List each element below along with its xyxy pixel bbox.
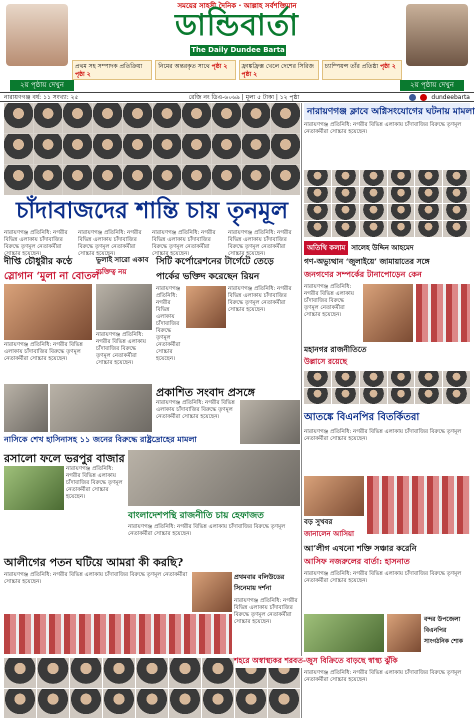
masthead-portrait-left: [6, 4, 68, 66]
fruit-photo: [4, 466, 64, 510]
masthead-tabs: [0, 80, 474, 91]
mohanogor-box[interactable]: মহানগর রাজনীতিতে উল্লাসে রয়েছে: [304, 345, 367, 366]
lead-headline[interactable]: চাঁদাবাজদের শান্তি চায় তৃনমূল: [15, 197, 289, 224]
photo: [304, 221, 331, 237]
photo: [388, 204, 415, 220]
hasina-photo: [4, 384, 48, 432]
jamaat-story: [304, 284, 470, 342]
jamaat-text: নারায়ণগঞ্জ প্রতিনিধি: নগরীর বিভিন্ন এলাকায় চাঁদাবাজির বিরুদ্ধে তৃণমূল নেতাকর্মীরা সোচ্চার হয়েছেন।: [304, 284, 355, 318]
fruit-market-head[interactable]: রসালো ফলে ভরপুর বাজার: [4, 452, 125, 465]
photo: [415, 204, 442, 220]
photo: [443, 221, 470, 237]
photo: [153, 134, 182, 164]
photo: [202, 658, 234, 688]
asif-head[interactable]: আসিফ নজরুলের বার্তা: হাসনাত: [304, 556, 410, 566]
lead-story-text: নারায়ণগঞ্জ প্রতিনিধি: নগরীর বিভিন্ন এলাকায় চাঁদাবাজির বিরুদ্ধে তৃণমূল নেতাকর্মীরা সোচ্চার হয়েছেন।: [78, 230, 142, 257]
english-subtitle: The Daily Dundee Barta: [191, 46, 285, 54]
photo: [360, 170, 387, 186]
mohanogor-photos: [304, 371, 470, 404]
jamaat-photo: [363, 284, 413, 342]
youtube-icon[interactable]: [420, 94, 427, 101]
photo: [304, 187, 331, 203]
photo: [388, 221, 415, 237]
masthead-portrait-right: [406, 4, 468, 66]
photo: [4, 658, 36, 688]
see-page-2-right[interactable]: ২য় পৃষ্ঠায় দেখুন: [400, 80, 464, 91]
photo: [93, 134, 122, 164]
photo: [332, 388, 359, 404]
photo: [63, 134, 92, 164]
bhulai-story-head[interactable]: ভুলাই সারো একাব ব্যক্তিত্ব নয়: [96, 255, 149, 276]
city-corp-photo: [186, 286, 226, 328]
photo: [332, 204, 359, 220]
bondor-photo: [387, 614, 421, 652]
rally-photo: [416, 284, 470, 342]
right-column: [304, 103, 475, 652]
photo: [212, 165, 241, 195]
health-box: [304, 614, 470, 652]
jamaat-head-1[interactable]: গণ-অভ্যুত্থান ‘জুলাইয়ে’ জামায়াতের সঙ্গে: [304, 257, 430, 266]
see-page-2-left[interactable]: ২য় পৃষ্ঠায় দেখুন: [10, 80, 74, 91]
photo: [443, 170, 470, 186]
hefajot-head[interactable]: বাংলাদেশপন্থি রাজনীতি চায় হেফাজত: [128, 511, 264, 521]
leaders-photo-collage: [4, 103, 300, 195]
promo-box[interactable]: প্রথম সহ সম্পাদক প্রতিক্রিয়া পৃষ্ঠা ২: [72, 60, 152, 80]
awami-head[interactable]: আ’লীগ এখনো শক্তি সঞ্চার করেনি: [304, 543, 417, 553]
photo: [304, 388, 331, 404]
photo: [235, 689, 267, 719]
treason-case-head[interactable]: নাসিকে শেখ হাসিনাসহ ১১ জনের বিরুদ্ধে রাষ্ট্রদ্রোহের মামলা: [4, 434, 197, 444]
awami-story: [304, 476, 470, 540]
guest-column-label: অতিথি কলাম: [304, 241, 348, 255]
press-release-head[interactable]: প্রকাশিত সংবাদ প্রসঙ্গে: [156, 386, 255, 399]
hefajot-text: নারায়ণগঞ্জ প্রতিনিধি: নগরীর বিভিন্ন এলাকায় চাঁদাবাজির বিরুদ্ধে তৃণমূল নেতাকর্মীরা সোচ্চার হয়েছেন।: [128, 524, 286, 537]
promo-row: [72, 60, 402, 80]
darshana-photo: [192, 572, 232, 612]
dateline-center: রেজি নং ডিএ-৬০৬৯ | মূল্য ৫ টাকা | ১২ পৃষ্ঠা: [188, 94, 300, 101]
photo: [202, 689, 234, 719]
photo: [182, 134, 211, 164]
bijoy-box[interactable]: বড় সুখবর জানালেন আসিয়া: [304, 476, 364, 540]
photo: [415, 187, 442, 203]
photo: [443, 388, 470, 404]
cinema-text: নারায়ণগঞ্জ প্রতিনিধি: নগরীর বিভিন্ন এলাকায় চাঁদাবাজির বিরুদ্ধে তৃণমূল নেতাকর্মীরা সোচ্চার হয়েছেন।: [234, 598, 298, 625]
lead-story-text: নারায়ণগঞ্জ প্রতিনিধি: নগরীর বিভিন্ন এলাকায় চাঁদাবাজির বিরুদ্ধে তৃণমূল নেতাকর্মীরা সোচ্চার হয়েছেন।: [228, 230, 292, 257]
photo: [103, 689, 135, 719]
photo: [304, 170, 331, 186]
social-handle[interactable]: dundeebarta: [431, 93, 470, 101]
photo: [304, 204, 331, 220]
city-corp-text: নারায়ণগঞ্জ প্রতিনিধি: নগরীর বিভিন্ন এলাকায় চাঁদাবাজির বিরুদ্ধে তৃণমূল নেতাকর্মীরা সোচ্চার হয়েছেন।: [156, 286, 181, 362]
cinema-head[interactable]: প্রথমবার বলিউডের সিনেমায় দর্শনা: [234, 573, 285, 592]
photo: [212, 134, 241, 164]
column-divider: [301, 103, 302, 718]
photo: [136, 689, 168, 719]
photo: [271, 134, 300, 164]
photo: [443, 187, 470, 203]
photo: [332, 170, 359, 186]
photo: [4, 689, 36, 719]
photo: [332, 187, 359, 203]
tagline: সময়ের সাহসী দৈনিক · আল্লাহ সর্বশক্তিমান: [177, 2, 297, 10]
photo: [268, 689, 300, 719]
photo: [123, 165, 152, 195]
press-release-text: নারায়ণগঞ্জ প্রতিনিধি: নগরীর বিভিন্ন এলাকায় চাঁদাবাজির বিরুদ্ধে তৃণমূল নেতাকর্মীরা সোচ্চার হয়েছেন।: [156, 400, 235, 420]
photo: [37, 658, 69, 688]
photo: [182, 103, 211, 133]
photo: [360, 187, 387, 203]
photo: [415, 221, 442, 237]
photo: [388, 170, 415, 186]
photo: [34, 103, 63, 133]
photo: [212, 103, 241, 133]
photo: [169, 658, 201, 688]
photo: [360, 371, 387, 387]
photo: [34, 134, 63, 164]
photo: [415, 170, 442, 186]
photo: [242, 134, 271, 164]
awami-rally-photo: [367, 476, 470, 534]
photo: [415, 388, 442, 404]
photo: [4, 134, 33, 164]
aliger-head[interactable]: আলীগের পতন ঘটিয়ে আমরা কী করছি?: [4, 556, 184, 569]
photo: [182, 165, 211, 195]
photo: [93, 103, 122, 133]
bottom-photo-strip: [4, 614, 232, 654]
bhulai-story-text: নারায়ণগঞ্জ প্রতিনিধি: নগরীর বিভিন্ন এলাকায় চাঁদাবাজির বিরুদ্ধে তৃণমূল নেতাকর্মীরা সোচ্চার হয়েছেন।: [96, 332, 147, 366]
photo: [37, 689, 69, 719]
photo: [332, 221, 359, 237]
photo: [242, 165, 271, 195]
photo: [34, 165, 63, 195]
bondor-head[interactable]: বন্দর উপজেলা বিএনপির সাংগঠনিক শোক: [424, 616, 463, 645]
photo: [123, 103, 152, 133]
club-fire-photos: [304, 170, 470, 237]
lead-story-text: নারায়ণগঞ্জ প্রতিনিধি: নগরীর বিভিন্ন এলাকায় চাঁদাবাজির বিরুদ্ধে তৃণমূল নেতাকর্মীরা সোচ্চার হয়েছেন।: [152, 230, 216, 257]
guest-column-author: সালেহ উদ্দিন আহমেদ: [351, 244, 414, 252]
fruit-market-text: নারায়ণগঞ্জ প্রতিনিধি: নগরীর বিভিন্ন এলাকায় চাঁদাবাজির বিরুদ্ধে তৃণমূল নেতাকর্মীরা সোচ্চার হয়েছেন।: [66, 466, 123, 500]
photo: [415, 371, 442, 387]
photo: [242, 103, 271, 133]
dateline-left: নারায়ণগঞ্জ বর্ষ: ১১ সংখ্যা: ২৫: [4, 94, 79, 101]
dateline: [0, 92, 474, 102]
aliger-text: নারায়ণগঞ্জ প্রতিনিধি: নগরীর বিভিন্ন এলাকায় চাঁদাবাজির বিরুদ্ধে তৃণমূল নেতাকর্মীরা সোচ্চার হয়েছেন।: [4, 572, 188, 585]
photo: [70, 689, 102, 719]
photo: [360, 204, 387, 220]
city-corp-text: নারায়ণগঞ্জ প্রতিনিধি: নগরীর বিভিন্ন এলাকায় চাঁদাবাজির বিরুদ্ধে তৃণমূল নেতাকর্মীরা সোচ্চার হয়েছেন।: [228, 286, 292, 313]
photo: [443, 371, 470, 387]
health-head-box[interactable]: শহরে অস্বাস্থ্যকর শরবত-জুস বিক্রিতে বাড়ছে স্বাস্থ্য ঝুঁকি: [234, 656, 470, 668]
asia-photo: [304, 476, 364, 516]
bhulai-photo: [96, 284, 152, 330]
city-corp-story-head[interactable]: সিটি কর্পোরেশনের টার্গেটে তেড়ে পার্কের ভক্তিদ করেছেন রিয়ন: [156, 257, 274, 282]
accused-photos: [50, 384, 152, 432]
photo: [360, 388, 387, 404]
photo: [271, 103, 300, 133]
photo: [388, 187, 415, 203]
facebook-icon[interactable]: [409, 94, 416, 101]
photo: [63, 165, 92, 195]
guest-column-tag: [304, 241, 470, 255]
promo-box[interactable]: নিমের অন্তরকৃত সাথে পৃষ্ঠা ২: [155, 60, 235, 80]
social-links: [409, 93, 470, 101]
photo: [153, 165, 182, 195]
photo: [169, 689, 201, 719]
photo: [271, 165, 300, 195]
dipti-photo: [4, 284, 92, 340]
photo: [304, 371, 331, 387]
club-fire-text: নারায়ণগঞ্জ প্রতিনিধি: নগরীর বিভিন্ন এলাকায় চাঁদাবাজির বিরুদ্ধে তৃণমূল নেতাকর্মীরা সোচ্চার হয়েছেন।: [304, 122, 462, 135]
photo: [388, 371, 415, 387]
photo: [443, 204, 470, 220]
photo: [4, 103, 33, 133]
promo-box[interactable]: চ্যাম্পিয়ন্স তাঁর প্রতিষ্ঠা পৃষ্ঠা ২: [322, 60, 402, 80]
photo: [136, 658, 168, 688]
dipti-story-head[interactable]: দীপ্তি চৌধুরীর কণ্ঠে স্লোগান ‘মুলা না বোতল’: [4, 257, 103, 282]
juice-photo: [304, 614, 384, 652]
photo: [70, 658, 102, 688]
promo-box[interactable]: ফ্রাঙ্কফ্রিক্স খেলে দেশের সিরিজ পৃষ্ঠা ২: [239, 60, 319, 80]
photo: [123, 134, 152, 164]
lead-story-text: নারায়ণগঞ্জ প্রতিনিধি: নগরীর বিভিন্ন এলাকায় চাঁদাবাজির বিরুদ্ধে তৃণমূল নেতাকর্মীরা সোচ্চার হয়েছেন।: [4, 230, 68, 257]
masthead: [0, 0, 474, 92]
photo: [388, 388, 415, 404]
photo: [153, 103, 182, 133]
photo: [4, 165, 33, 195]
club-fire-head[interactable]: নারায়ণগঞ্জ ক্লাবে অগ্নিসংযোগের ঘটনায় মামলা: [304, 103, 470, 120]
photo: [63, 103, 92, 133]
bnp-terror-head[interactable]: আতঙ্কে বিএনপির বিতর্কিতরা: [304, 412, 420, 423]
newspaper-logo[interactable]: ডান্ডিবার্তা: [175, 8, 299, 43]
photo: [103, 658, 135, 688]
hefajot-leaders-photos: [128, 450, 300, 506]
photo: [360, 221, 387, 237]
jamaat-head-2[interactable]: জনগণের সম্পর্কের টানাপোড়েন কেন: [304, 269, 422, 279]
awami-text: নারায়ণগঞ্জ প্রতিনিধি: নগরীর বিভিন্ন এলাকায় চাঁদাবাজির বিরুদ্ধে তৃণমূল নেতাকর্মীরা সোচ্চার হয়েছেন।: [304, 571, 462, 584]
bnp-terror-text: নারায়ণগঞ্জ প্রতিনিধি: নগরীর বিভিন্ন এলাকায় চাঁদাবাজির বিরুদ্ধে তৃণমূল নেতাকর্মীরা সোচ্চার হয়েছেন।: [304, 429, 462, 442]
health-text: নারায়ণগঞ্জ প্রতিনিধি: নগরীর বিভিন্ন এলাকায় চাঁদাবাজির বিরুদ্ধে তৃণমূল নেতাকর্মীরা সোচ্চার হয়েছেন।: [304, 670, 462, 683]
photo: [332, 371, 359, 387]
photo: [93, 165, 122, 195]
dipti-story-text: নারায়ণগঞ্জ প্রতিনিধি: নগরীর বিভিন্ন এলাকায় চাঁদাবাজির বিরুদ্ধে তৃণমূল নেতাকর্মীরা সোচ্চার হয়েছেন।: [4, 342, 83, 362]
